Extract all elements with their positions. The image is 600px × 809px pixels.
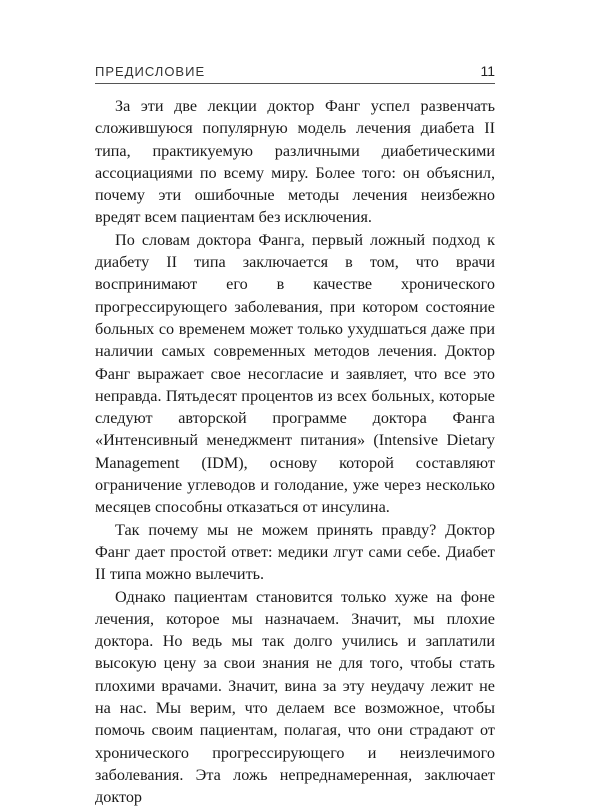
paragraph-1: За эти две лекции доктор Фанг успел развенчать сложившуюся популярную модель лечения диабета II типа, практикуемую различными диабетическими ассоциациями по всему миру. Более того: он объяснил, почему эти ошибочные методы лечения неизбежно вредят всем пациентам без исключения. bbox=[95, 97, 495, 227]
body-text bbox=[95, 95, 495, 809]
paragraph-2: По словам доктора Фанга, первый ложный подход к диабету II типа заключается в том, что врачи воспринимают его в качестве хронического прогрессирующего заболевания, при котором состояние больных со временем может только ухудшаться даже при наличии самых современных методов лечения. Доктор Фанг выражает свое несогласие и заявляет, что все это неправда. Пятьдесят процентов из всех больных, которые следуют авторской программе доктора Фанга «Интенсивный менеджмент питания» (Intensive Dietary Management (IDM), основу которой составляют ограничение углеводов и голодание, уже через несколько месяцев способны отказаться от инсулина. bbox=[95, 230, 495, 517]
page-number: 11 bbox=[480, 63, 495, 79]
paragraph-3: Так почему мы не можем принять правду? Доктор Фанг дает простой ответ: медики лгут сами себе. Диабет II типа можно вылечить. bbox=[95, 520, 495, 584]
running-head bbox=[95, 60, 495, 84]
section-title: ПРЕДИСЛОВИЕ bbox=[95, 64, 206, 79]
header-rule bbox=[95, 83, 495, 84]
paragraph-4: Однако пациентам становится только хуже на фоне лечения, которое мы назначаем. Значит, мы плохие доктора. Но ведь мы так долго учились и заплатили высокую цену за свои знания не для того, чтобы стать плохими врачами. Значит, вина за эту неудачу лежит не на нас. Мы верим, что делаем все возможное, чтобы помочь своим пациентам, полагая, что они страдают от хронического прогрессирующего и неизлечимого заболевания. Эта ложь непреднамеренная, заключает доктор bbox=[95, 587, 495, 807]
